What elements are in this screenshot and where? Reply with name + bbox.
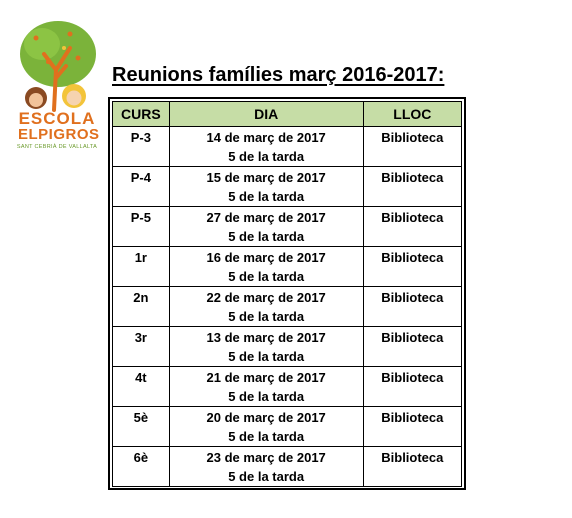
table-header-row [113,102,462,127]
cell-date: 23 de març de 2017 [206,450,326,465]
cell-dia [169,327,363,367]
cell-time: 5 de la tarda [228,189,305,204]
cell-curs: 1r [113,247,170,287]
cell-lloc: Biblioteca [363,207,461,247]
cell-time: 5 de la tarda [228,429,305,444]
meetings-table-frame [108,97,466,490]
logo-line-escola: ESCOLA [18,109,96,128]
cell-lloc: Biblioteca [363,247,461,287]
table-row [113,207,462,247]
table-row [113,127,462,167]
cell-date: 27 de març de 2017 [206,210,326,225]
cell-dia [169,127,363,167]
cell-time: 5 de la tarda [228,269,305,284]
cell-curs: 5è [113,407,170,447]
table-row [113,447,462,487]
cell-date: 13 de març de 2017 [206,330,326,345]
cell-dia [169,207,363,247]
column-header-lloc: LLOC [363,102,461,127]
table-row [113,327,462,367]
cell-time: 5 de la tarda [228,469,305,484]
table-row [113,407,462,447]
cell-curs: 6è [113,447,170,487]
column-header-curs: CURS [113,102,170,127]
cell-dia [169,447,363,487]
cell-curs: 4t [113,367,170,407]
table-row [113,287,462,327]
cell-lloc: Biblioteca [363,447,461,487]
school-logo [8,18,108,158]
cell-date: 15 de març de 2017 [206,170,326,185]
cell-date: 20 de març de 2017 [206,410,326,425]
cell-time: 5 de la tarda [228,389,305,404]
meetings-table [112,101,462,487]
cell-date: 21 de març de 2017 [206,370,326,385]
tree-logo-icon [8,18,108,113]
cell-dia [169,247,363,287]
cell-lloc: Biblioteca [363,407,461,447]
cell-time: 5 de la tarda [228,149,305,164]
cell-lloc: Biblioteca [363,287,461,327]
page-title: Reunions famílies març 2016-2017: [112,64,445,86]
cell-dia [169,167,363,207]
table-row [113,247,462,287]
cell-curs: 3r [113,327,170,367]
cell-time: 5 de la tarda [228,349,305,364]
column-header-dia: DIA [169,102,363,127]
cell-curs: P-4 [113,167,170,207]
logo-line-town: SANT CEBRIÀ DE VALLALTA [16,144,98,150]
cell-curs: P-3 [113,127,170,167]
cell-date: 22 de març de 2017 [206,290,326,305]
cell-date: 16 de març de 2017 [206,250,326,265]
cell-lloc: Biblioteca [363,167,461,207]
cell-lloc: Biblioteca [363,327,461,367]
cell-dia [169,367,363,407]
table-row [113,367,462,407]
cell-lloc: Biblioteca [363,367,461,407]
cell-time: 5 de la tarda [228,229,305,244]
cell-date: 14 de març de 2017 [206,130,326,145]
cell-curs: 2n [113,287,170,327]
cell-curs: P-5 [113,207,170,247]
cell-dia [169,287,363,327]
cell-dia [169,407,363,447]
table-row [113,167,462,207]
cell-lloc: Biblioteca [363,127,461,167]
logo-line-elpigros: ELPIGROS [18,126,100,143]
cell-time: 5 de la tarda [228,309,305,324]
